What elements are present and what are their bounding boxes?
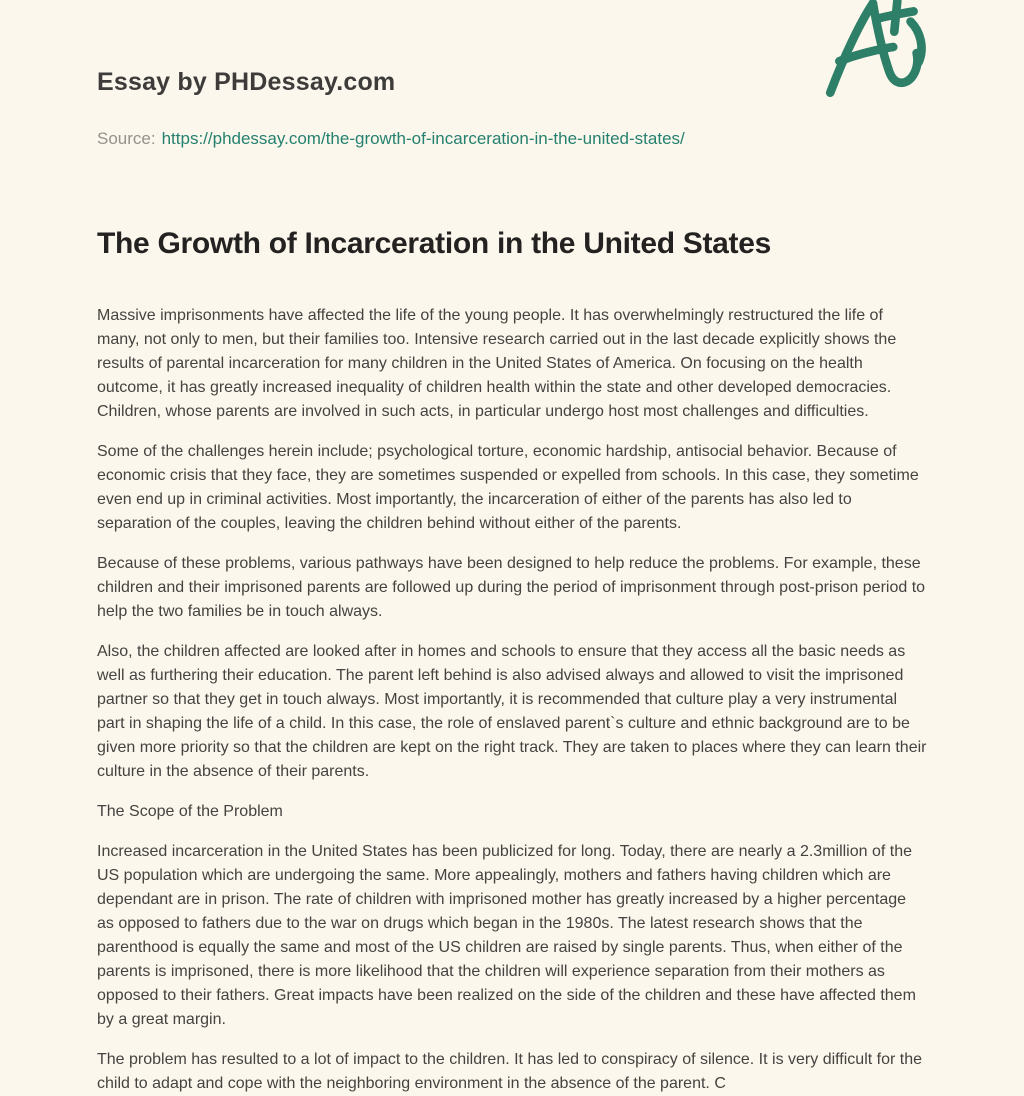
header: [97, 0, 927, 149]
paragraph: Massive imprisonments have affected the life of the young people. It has overwhelmingly restructured the life of many, not only to men, but their families too. Intensive research carried out in the last decade explicitly shows the results of parental incarceration for many children in the United States of America. On focusing on the health outcome, it has greatly increased inequality of children health within the state and other developed democracies. Children, whose parents are involved in such acts, in particular undergo host most challenges and difficulties.: [97, 306, 897, 420]
paragraph: Also, the children affected are looked after in homes and schools to ensure that they access all the basic needs as well as furthering their education. The parent left behind is also advised always and allowed to visit the imprisoned partner so that they get in touch always. Most importantly, it is recommended that culture play a very instrumental part in shaping the life of a child. In this case, the role of enslaved parent`s culture and ethnic background are to be given more priority so that the children are kept on the right track. They are taken to places where they can learn their culture in the absence of their parents.: [97, 642, 927, 780]
paragraph: Because of these problems, various pathways have been designed to help reduce the problems. For example, these children and their imprisoned parents are followed up during the period of imprisonment through post-prison period to help the two families be in touch always.: [97, 554, 926, 620]
content-column: [97, 0, 927, 1096]
source-label: Source:: [97, 129, 156, 148]
brand-text: Essay by PHDessay.com: [97, 68, 396, 96]
paragraph: Increased incarceration in the United States has been publicized for long. Today, there are nearly a 2.3million of the US population which are undergoing the same. More appealingly, mothers and fathers having children which are dependant are in prison. The rate of children with imprisoned mother has greatly increased by a higher percentage as opposed to fathers due to the war on drugs which began in the 1980s. The latest research shows that the parenthood is equally the same and most of the US children are raised by single parents. Thus, when either of the parents is imprisoned, there is more likelihood that the children will experience separation from their mothers as opposed to their fathers. Great impacts have been realized on the side of the children and these have affected them by a great margin.: [97, 842, 916, 1028]
source-line: [97, 129, 927, 149]
paragraph: The problem has resulted to a lot of impact to the children. It has led to conspiracy of silence. It is very difficult for the child to adapt and cope with the neighboring environment in the absence of the parent. C: [97, 1050, 922, 1092]
page-title: The Growth of Incarceration in the United States: [97, 227, 772, 260]
section-subheading: The Scope of the Problem: [97, 802, 283, 820]
article: [97, 227, 927, 1096]
paragraph: Some of the challenges herein include; psychological torture, economic hardship, antisocial behavior. Because of economic crisis that they face, they are sometimes suspended or expelled from schools. In this case, they sometime even end up in criminal activities. Most importantly, the incarceration of either of the parents has also led to separation of the couples, leaving the children behind without either of the parents.: [97, 442, 919, 532]
a-plus-logo-icon: [817, 0, 939, 110]
source-link[interactable]: https://phdessay.com/the-growth-of-incarceration-in-the-united-states/: [161, 129, 685, 148]
